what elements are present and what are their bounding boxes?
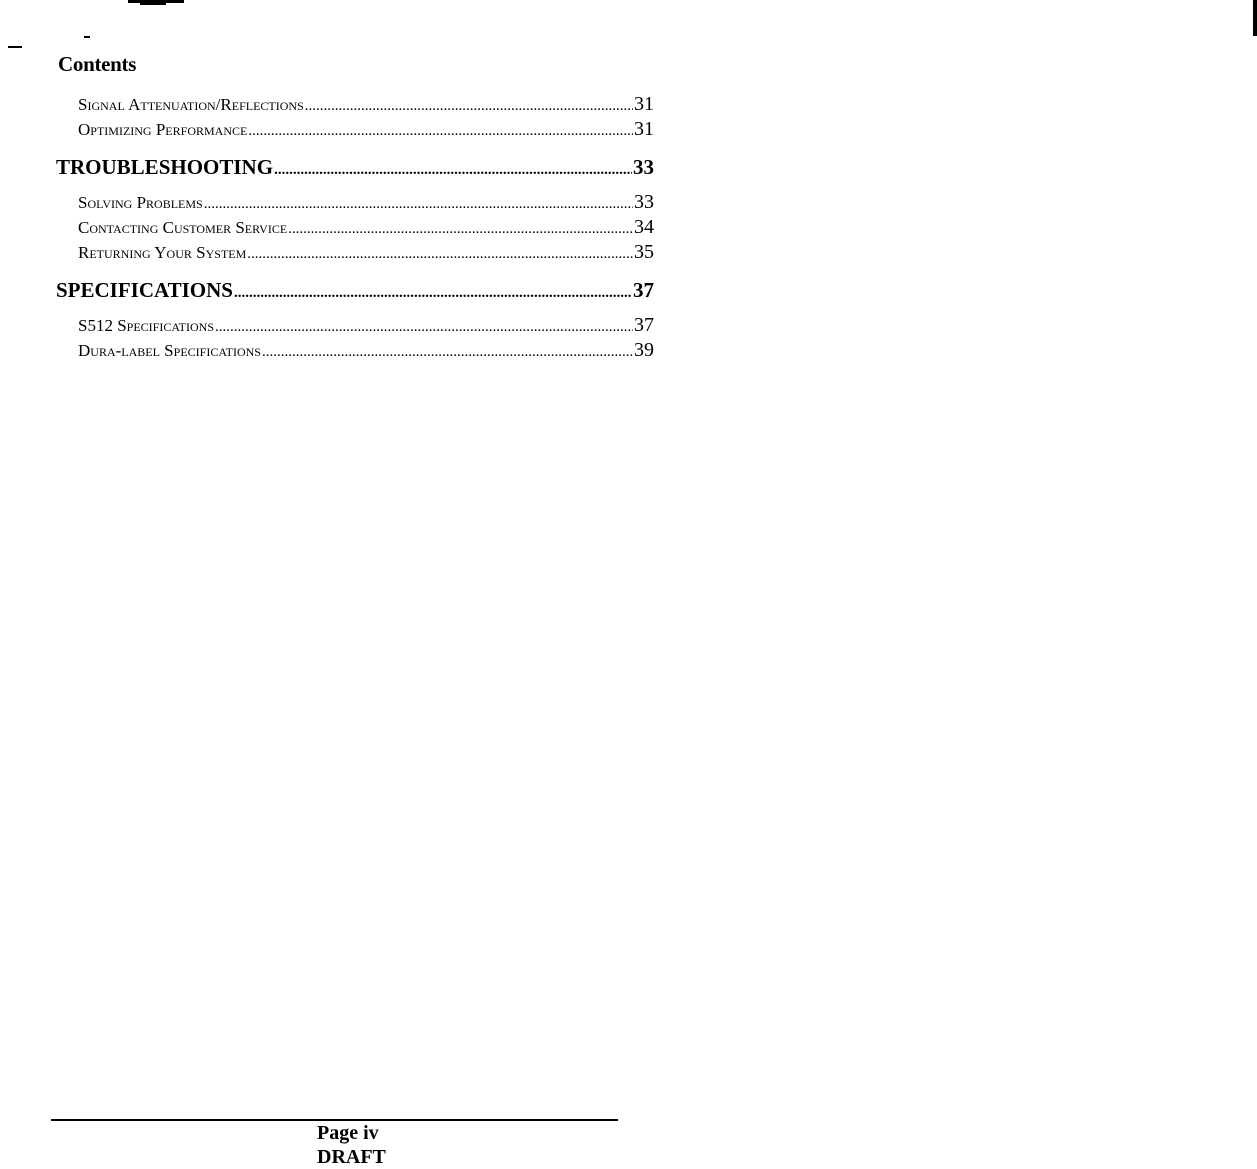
toc-entry-label: Contacting Customer Service	[78, 218, 288, 237]
dot-leader	[288, 217, 633, 242]
toc-entry-page: 34	[634, 216, 654, 238]
toc-entry-label: Optimizing Performance	[78, 120, 248, 139]
toc-entry-dura-label-specifications[interactable]	[56, 338, 654, 363]
dot-leader	[274, 157, 632, 183]
toc-entry-label: Solving Problems	[78, 193, 203, 212]
toc-chapter-specifications[interactable]	[56, 277, 654, 303]
footer-draft-label: DRAFT	[317, 1146, 386, 1168]
toc-entry-contacting-customer-service[interactable]	[56, 215, 654, 240]
toc-chapter-label: TROUBLESHOOTING	[56, 155, 274, 179]
dot-leader	[262, 340, 633, 365]
scan-speck	[140, 3, 166, 5]
toc-entry-s512-specifications[interactable]	[56, 313, 654, 338]
table-of-contents	[56, 92, 654, 363]
footer-rule	[51, 1119, 618, 1121]
toc-chapter-label: SPECIFICATIONS	[56, 278, 233, 302]
dot-leader	[247, 242, 633, 267]
toc-entry-returning-your-system[interactable]	[56, 240, 654, 265]
scan-speck	[8, 46, 22, 48]
toc-entry-solving-problems[interactable]	[56, 190, 654, 215]
toc-entry-page: 31	[634, 93, 654, 115]
toc-entry-label: Returning Your System	[78, 243, 247, 262]
scan-speck	[84, 36, 90, 38]
dot-leader	[204, 192, 633, 217]
footer-page-number: Page iv	[317, 1122, 379, 1144]
toc-entry-page: 35	[634, 241, 654, 263]
contents-heading: Contents	[58, 52, 137, 76]
toc-entry-label: S512 Specifications	[78, 316, 215, 335]
dot-leader	[234, 280, 632, 306]
toc-entry-page: 31	[634, 118, 654, 140]
toc-chapter-page: 37	[633, 278, 654, 302]
toc-chapter-troubleshooting[interactable]	[56, 154, 654, 180]
toc-entry-optimizing-performance[interactable]	[56, 117, 654, 142]
toc-entry-page: 39	[634, 339, 654, 361]
toc-entry-label: Dura-label Specifications	[78, 341, 261, 360]
toc-chapter-page: 33	[633, 155, 654, 179]
scan-edge-mark	[1253, 0, 1257, 36]
toc-entry-page: 33	[634, 191, 654, 213]
dot-leader	[215, 315, 633, 340]
toc-entry-label: Signal Attenuation/Reflections	[78, 95, 304, 114]
toc-entry-signal-attenuation[interactable]	[56, 92, 654, 117]
toc-entry-page: 37	[634, 314, 654, 336]
dot-leader	[248, 119, 633, 144]
dot-leader	[305, 94, 633, 119]
